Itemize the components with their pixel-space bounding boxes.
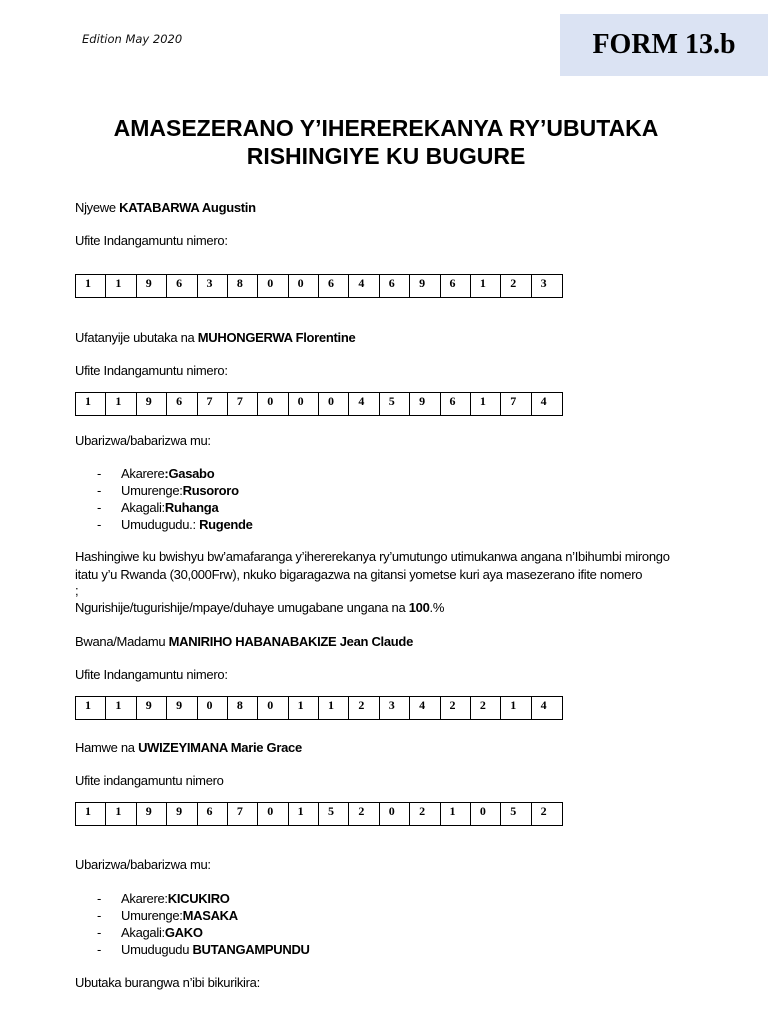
id-digit-cell: 4: [540, 698, 547, 712]
id-digit-cell: 5: [501, 803, 531, 825]
id-digit-cell: 0: [289, 275, 319, 297]
id-digit-cell: 0: [471, 803, 501, 825]
id-digit-cell: 6: [380, 275, 410, 297]
id-digit-cell: 9: [137, 803, 167, 825]
list-item: - Akagali:Ruhanga: [97, 500, 219, 515]
id-digit-cell: 1: [471, 393, 501, 415]
id-digit-cell: 0: [258, 697, 288, 719]
buyer2-name: UWIZEYIMANA Marie Grace: [138, 740, 302, 755]
id-digit-cell: 2: [501, 275, 531, 297]
id-digit-cell: 1: [76, 393, 106, 415]
edition-label: Edition May 2020: [82, 32, 183, 46]
id-digit-cell: 1: [319, 697, 349, 719]
list-item: - Umudugudu BUTANGAMPUNDU: [97, 942, 310, 957]
id-digit-cell: 6: [441, 393, 471, 415]
land-description-label: Ubutaka burangwa n’ibi bikurikira:: [75, 975, 260, 990]
id-digit-cell: 7: [198, 393, 228, 415]
id-digit-cell: 1: [106, 803, 136, 825]
id-digit-cell: 5: [380, 393, 410, 415]
id-digit-cell: 7: [501, 393, 531, 415]
id-digit-cell: 1: [76, 697, 106, 719]
id-digit-cell: 5: [319, 803, 349, 825]
id-digit-cell: 7: [228, 803, 258, 825]
id-digit-cell: 1: [76, 803, 106, 825]
sale-paragraph-line2: itatu y’u Rwanda (30,000Frw), nkuko bigaragazwa na gitansi yometse kuri aya masezerano ifite nomero: [75, 567, 643, 582]
id-digit-cell: 3: [198, 275, 228, 297]
seller2-id-boxes: [75, 392, 563, 416]
buyer2-id-label: Ufite indangamuntu nimero: [75, 773, 224, 788]
id-digit-cell: 2: [540, 804, 547, 818]
id-digit-cell: 0: [319, 393, 349, 415]
share-value: 100: [408, 600, 430, 615]
list-item: - Akagali:GAKO: [97, 925, 203, 940]
id-digit-cell: 6: [167, 393, 197, 415]
id-digit-cell: 4: [349, 275, 379, 297]
id-digit-cell: 9: [137, 275, 167, 297]
id-digit-cell: 1: [501, 697, 531, 719]
id-digit-cell: 7: [228, 393, 258, 415]
share-prefix: Ngurishije/tugurishije/mpaye/duhaye umugabane ungana na: [75, 600, 409, 615]
list-item: - Umudugudu.: Rugende: [97, 517, 253, 532]
sale-paragraph-line3: ;: [75, 583, 79, 598]
document-title-line1: AMASEZERANO Y’IHEREREKANYA RY’UBUTAKA: [113, 115, 659, 141]
id-digit-cell: 8: [228, 275, 258, 297]
id-digit-cell: 6: [319, 275, 349, 297]
list-item: - Akarere:KICUKIRO: [97, 891, 230, 906]
id-digit-cell: 9: [167, 803, 197, 825]
buyer2-prefix: Hamwe na: [75, 740, 139, 755]
id-digit-cell: 0: [258, 393, 288, 415]
list-item: - Umurenge:Rusororo: [97, 483, 239, 498]
id-digit-cell: 3: [380, 697, 410, 719]
buyer-address-list: [97, 890, 310, 958]
id-digit-cell: 9: [137, 393, 167, 415]
seller2-line: [75, 330, 355, 346]
id-digit-cell: 4: [410, 697, 440, 719]
id-digit-cell: 0: [198, 697, 228, 719]
id-digit-cell: 1: [106, 275, 136, 297]
id-digit-cell: 1: [471, 275, 501, 297]
id-digit-cell: 9: [167, 697, 197, 719]
id-digit-cell: 4: [540, 394, 547, 408]
seller-address-label: Ubarizwa/babarizwa mu:: [75, 433, 211, 448]
seller2-prefix: Ufatanyije ubutaka na: [75, 330, 198, 345]
id-digit-cell: 1: [289, 697, 319, 719]
id-digit-cell: 9: [137, 697, 167, 719]
id-digit-cell: 1: [289, 803, 319, 825]
id-digit-cell: 2: [349, 803, 379, 825]
id-digit-cell: 0: [289, 393, 319, 415]
document-title-line2: RISHINGIYE KU BUGURE: [246, 143, 526, 169]
id-digit-cell: 0: [258, 803, 288, 825]
share-line: [75, 600, 444, 616]
id-digit-cell: 1: [106, 697, 136, 719]
buyer1-id-label: Ufite Indangamuntu nimero:: [75, 667, 228, 682]
sale-paragraph-line1: Hashingiwe ku bwishyu bw’amafaranga y’ihererekanya ry’umutungo utimukanwa angana n’Ibihumbi mirongo: [75, 549, 670, 564]
seller1-prefix: Njyewe: [75, 200, 120, 215]
buyer1-line: [75, 634, 413, 650]
form-number: FORM 13.b: [592, 29, 736, 60]
id-digit-cell: 9: [410, 275, 440, 297]
id-digit-cell: 4: [349, 393, 379, 415]
buyer-address-label: Ubarizwa/babarizwa mu:: [75, 857, 211, 872]
id-digit-cell: 9: [410, 393, 440, 415]
id-digit-cell: 1: [441, 803, 471, 825]
id-digit-cell: 0: [258, 275, 288, 297]
share-suffix: .%: [429, 600, 445, 615]
id-digit-cell: 6: [167, 275, 197, 297]
seller2-id-label: Ufite Indangamuntu nimero:: [75, 363, 228, 378]
id-digit-cell: 8: [228, 697, 258, 719]
buyer1-name: MANIRIHO HABANABAKIZE Jean Claude: [168, 634, 413, 649]
list-item: - Akarere:Gasabo: [97, 466, 215, 481]
id-digit-cell: 2: [410, 803, 440, 825]
seller1-id-boxes: [75, 274, 563, 298]
id-digit-cell: 2: [441, 697, 471, 719]
seller1-id-label: Ufite Indangamuntu nimero:: [75, 233, 228, 248]
id-digit-cell: 2: [349, 697, 379, 719]
id-digit-cell: 6: [441, 275, 471, 297]
id-digit-cell: 6: [198, 803, 228, 825]
form-badge: [560, 14, 768, 76]
seller1-line: [75, 200, 256, 216]
buyer1-id-boxes: [75, 696, 563, 720]
buyer1-prefix: Bwana/Madamu: [75, 634, 169, 649]
seller2-name: MUHONGERWA Florentine: [197, 330, 356, 345]
id-digit-cell: 3: [540, 276, 547, 290]
id-digit-cell: 1: [76, 275, 106, 297]
buyer2-line: [75, 740, 302, 756]
buyer2-id-boxes: [75, 802, 563, 826]
list-item: - Umurenge:MASAKA: [97, 908, 238, 923]
seller1-name: KATABARWA Augustin: [119, 200, 256, 215]
id-digit-cell: 0: [380, 803, 410, 825]
id-digit-cell: 2: [471, 697, 501, 719]
seller-address-list: [97, 465, 253, 533]
id-digit-cell: 1: [106, 393, 136, 415]
